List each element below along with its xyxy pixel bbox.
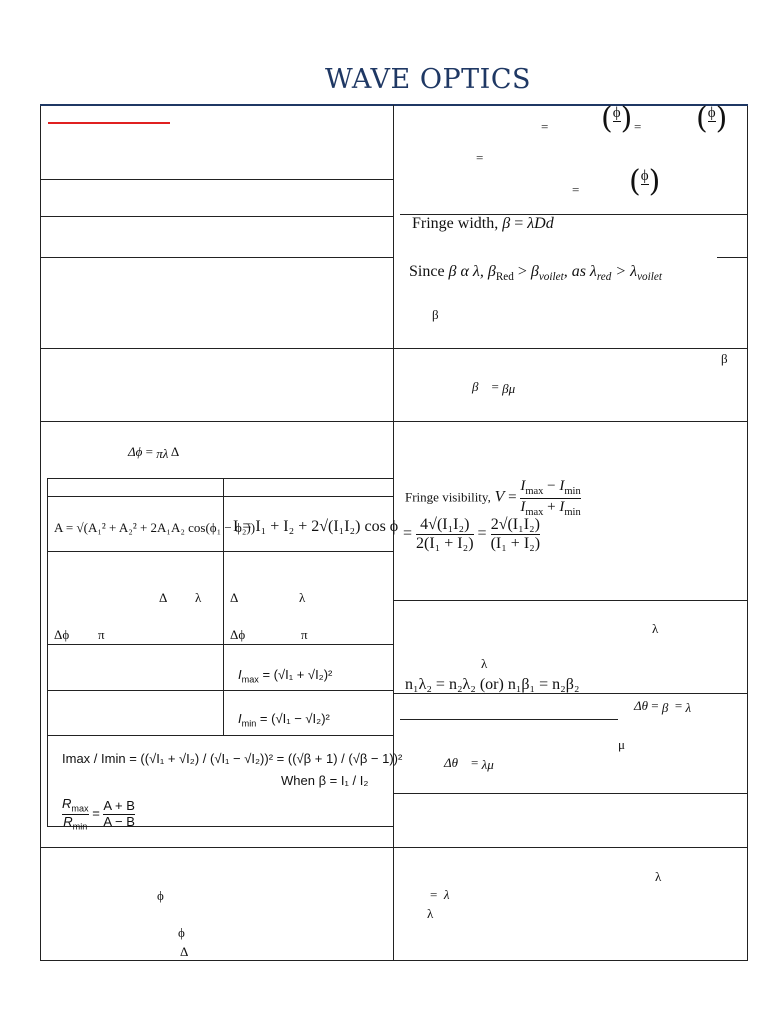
beta-symbol: β (432, 307, 439, 322)
equals-sign: = (514, 215, 524, 232)
phi-symbol: ϕ (612, 104, 621, 121)
subscript: Red (495, 271, 514, 284)
greater-than: > (517, 263, 527, 280)
when-condition (281, 774, 368, 787)
i-symbol: I (520, 498, 526, 515)
equals-sign: = (477, 524, 487, 542)
fringe-visibility-label: Fringe visibility, (405, 489, 491, 505)
subscript: voilet (538, 271, 564, 284)
numerator: λD (527, 215, 546, 233)
fringe-width-formula (412, 216, 554, 232)
equals-sign: = (572, 182, 580, 197)
pi-symbol: π (301, 627, 308, 642)
denominator: d (545, 215, 554, 233)
delta-symbol: Δ (230, 590, 239, 605)
row-divider (40, 421, 393, 422)
beta-symbol: β (721, 351, 728, 366)
delta-phi: Δϕ (230, 627, 246, 642)
phase-difference-formula (128, 445, 179, 460)
angular-width-formula (634, 699, 694, 714)
phi-fraction: ( ϕ ) (696, 104, 727, 139)
i-symbol: I (238, 667, 242, 682)
intensity-formula: I = I₁ + I₂ + 2√(I₁I₂) cos ϕ (233, 518, 399, 535)
lambda-symbol: λ (195, 590, 202, 605)
equals-sign: = (259, 711, 268, 726)
row-divider (40, 348, 393, 349)
ratio-lhs: Imax / Imin (62, 751, 126, 766)
row-divider (40, 216, 393, 217)
delta-phi: Δϕ (54, 627, 70, 642)
row-divider (393, 421, 748, 422)
row-divider (393, 693, 748, 694)
subscript: max (525, 486, 544, 497)
equals-sign: = (674, 698, 683, 713)
denominator (691, 700, 694, 715)
delta-theta: Δθ (634, 698, 649, 713)
subtable-border (223, 478, 224, 735)
equals-sign: = (476, 150, 484, 165)
delta-symbol: Δ (170, 444, 180, 459)
page-title: WAVE OPTICS (325, 64, 531, 95)
subscript: min (72, 821, 88, 832)
resolution-ratio-formula (62, 797, 135, 831)
denominator (668, 700, 671, 715)
denominator: 2(I₁ + I₂) (416, 534, 474, 552)
numerator: 2√(I₁I₂) (490, 516, 540, 533)
ratio-rhs: ((√β + 1) / (√β − 1))² (287, 751, 403, 766)
subscript: max (71, 803, 89, 814)
phi-symbol: ϕ (157, 888, 164, 903)
delta-theta: Δθ (444, 755, 459, 770)
subscript: voilet (637, 271, 662, 284)
amplitude-formula: A = √(A₁² + A₂² + 2A₁A₂ cos(ϕ₁ − ϕ₂)) (54, 520, 256, 535)
subscript: max (241, 674, 259, 685)
imin-formula (238, 712, 330, 729)
row-divider (40, 847, 393, 848)
numerator: β (502, 380, 509, 396)
angular-width-medium (444, 756, 494, 771)
lambda-symbol: λ (299, 590, 306, 605)
equals-sign: = (541, 119, 549, 134)
fringe-width-label: Fringe width, (412, 215, 499, 232)
lambda-symbol: λ (655, 869, 662, 884)
subtable-border (47, 551, 393, 552)
phi-symbol: ϕ (178, 925, 185, 940)
lambda-equals (430, 888, 449, 901)
ratio-mid: ((√I₁ + √I₂) / (√I₁ − √I₂))² (140, 751, 274, 766)
visibility-expansion (403, 516, 540, 552)
equals-sign: = (276, 751, 285, 766)
numerator: 4√(I₁I₂) (420, 516, 470, 533)
subtable-border (47, 478, 48, 826)
subscript: min (564, 486, 581, 497)
subscript: max (525, 506, 544, 518)
as-lambda: , as λ (563, 263, 597, 280)
denominator: A − B (103, 813, 135, 829)
imax-rhs: (√I₁ + √I₂)² (273, 667, 333, 682)
denominator: μ (487, 756, 494, 772)
equals-sign: = (262, 667, 271, 682)
lambda-symbol: λ (443, 887, 450, 902)
beta-symbol: β (472, 379, 479, 394)
intensity-ratio-formula (62, 752, 402, 765)
row-divider (393, 847, 748, 848)
mu-symbol: μ (618, 737, 625, 752)
when-text: When (281, 773, 315, 788)
v-symbol: V (494, 488, 505, 506)
subscript: red (596, 271, 612, 284)
equals-sign: = (403, 524, 413, 542)
delta-phi: Δϕ (128, 444, 143, 459)
lambda-compare: > λ (615, 263, 638, 280)
title-underline (40, 104, 748, 106)
beta-symbol: β (502, 215, 511, 232)
phi-symbol: ϕ (707, 104, 716, 121)
i-symbol: I (559, 478, 565, 494)
delta-symbol: Δ (159, 590, 168, 605)
since-text: Since (409, 263, 445, 280)
when-beta: β = I₁ / I₂ (318, 773, 369, 788)
equals-sign: = (651, 698, 659, 713)
subscript: min (241, 718, 257, 729)
i-symbol: I (238, 711, 242, 726)
delta-symbol: Δ (180, 944, 189, 959)
subscript: min (564, 506, 581, 518)
beta-alpha-lambda: β α λ, β (448, 263, 496, 280)
numerator: π (156, 445, 163, 461)
red-underline (48, 122, 170, 124)
refractive-relation: n₁λ₂ = n₂λ₂ (or) n₁β₁ = n₂β₂ (405, 676, 580, 693)
equals-sign: = (430, 887, 438, 902)
imin-rhs: (√I₁ − √I₂)² (271, 711, 330, 726)
denominator: (I₁ + I₂) (490, 534, 541, 552)
plus: + (547, 498, 556, 515)
r-symbol: R (63, 813, 73, 829)
since-statement (409, 264, 662, 283)
row-divider (40, 179, 393, 180)
numerator: λ (481, 756, 488, 772)
i-symbol: I (559, 498, 565, 515)
lambda-symbol: λ (427, 906, 434, 921)
subtable-border (47, 735, 393, 736)
equals-sign: = (508, 489, 517, 506)
equals-sign: = (491, 379, 499, 394)
row-divider (393, 793, 748, 794)
phi-fraction: ( ϕ ) (629, 167, 660, 202)
subtable-border (47, 478, 393, 479)
equals-sign: = (471, 755, 479, 770)
numerator: A + B (103, 798, 135, 814)
subtable-border (47, 690, 393, 691)
equals-sign: = (92, 805, 100, 821)
row-divider (40, 257, 393, 258)
lambda-symbol: λ (652, 621, 659, 636)
equals-sign: = (634, 119, 642, 134)
imax-formula (238, 668, 332, 685)
subtable-border (47, 496, 393, 497)
pi-symbol: π (98, 627, 105, 642)
fringe-visibility-formula (405, 478, 581, 518)
lambda-symbol: λ (481, 656, 488, 671)
denominator: μ (508, 380, 516, 396)
r-symbol: R (62, 796, 72, 811)
equals-sign: = (129, 751, 137, 766)
row-divider (393, 600, 748, 601)
denominator: λ (162, 445, 169, 461)
row-divider (393, 348, 748, 349)
beta-medium-formula (472, 380, 515, 395)
phi-fraction: ( ϕ ) (601, 104, 632, 139)
numerator: λ (685, 699, 692, 715)
row-divider (400, 719, 618, 720)
beta-symbol: β (530, 263, 539, 280)
equals-sign: = (145, 444, 153, 459)
phi-symbol: ϕ (640, 167, 649, 184)
subtable-border (47, 644, 393, 645)
row-divider (717, 257, 748, 258)
minus: − (547, 478, 556, 494)
i-symbol: I (520, 478, 526, 494)
numerator: β (661, 699, 669, 715)
